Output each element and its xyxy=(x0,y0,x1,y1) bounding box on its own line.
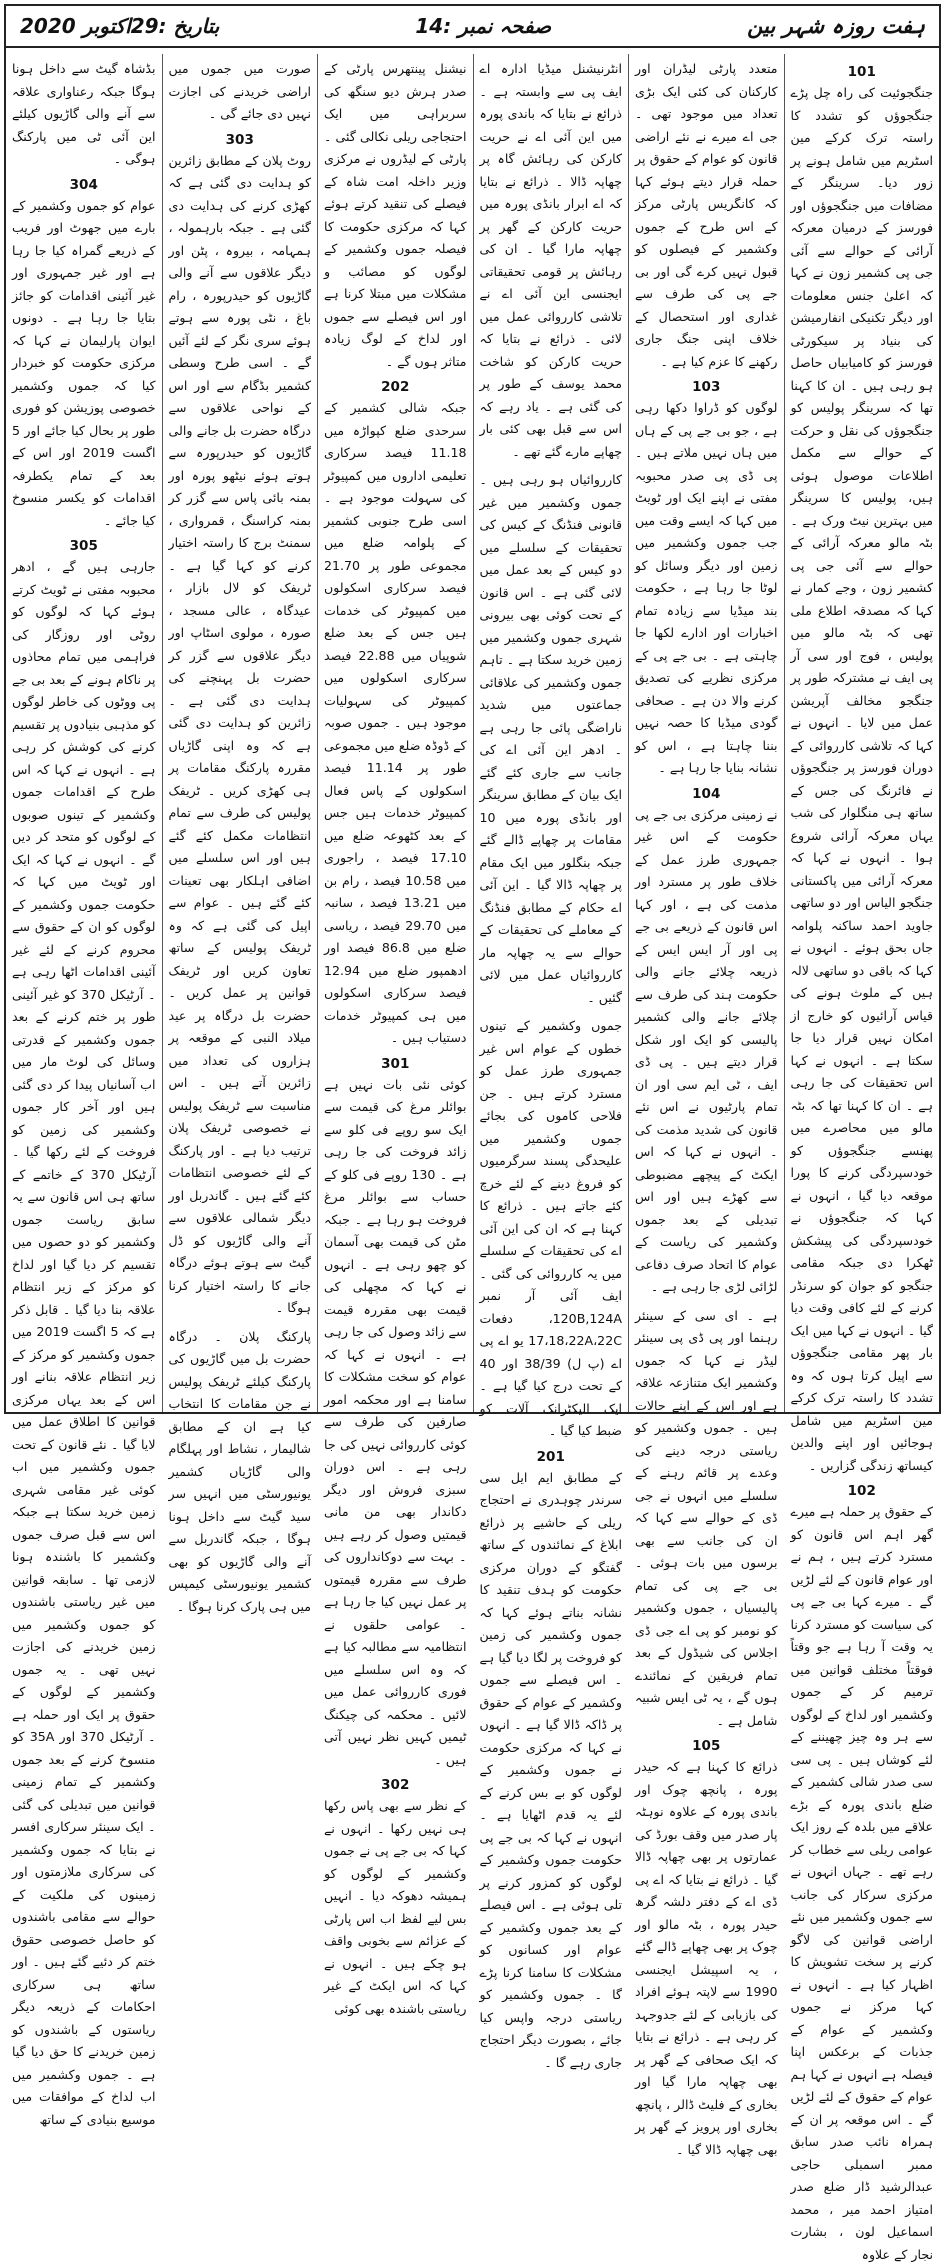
article-text: انٹرنیشنل میڈیا ادارہ اے ایف پی سے وابستہ ہے ۔ ذرائع نے بتایا کہ باندی پورہ میں این آئی اے نے حریت کارکن کی رہائش گاہ پر چھاپہ ڈالا ۔ ذرائع نے بتایا کہ اے ابرار بانڈی پورہ میں حریت کارکن کے گھر پر چھاپہ مارا گیا ۔ ان کی رہائش پر قومی تحقیقاتی ایجنسی این آئی اے نے تلاشی کارروائی عمل میں لائی ۔ ذرائع نے بتایا کہ حریت کارکن کو شاخت محمد یوسف کے طور پر کی گئی ہے ۔ یاد رہے کہ اس سے قبل بھی کئی بار چھاپے مارے گئے تھے ۔ xyxy=(479,61,622,459)
news-column xyxy=(317,54,473,2016)
story-number: 201 xyxy=(536,1448,565,1465)
article-text: پارکنگ پلان ۔ درگاہ حضرت بل میں گاڑیوں کی پارکنگ کیلئے ٹریفک پولیس نے جن مقامات کا انتخاب کیا ہے ان کے مطابق شالیمار ، نشاط اور پہلگام والی گاڑیاں کشمیر یونیورسٹی میں انہیں سر سید گیٹ سے داخل ہونا ہوگا ، جبکہ گاندربل سے آنے والی گاڑیوں کو بھی کشمیر یونیورسٹی کیمپس میں ہی پارک کرنا ہوگا ۔ xyxy=(168,1328,311,1614)
article-text: روٹ پلان کے مطابق زائرین کو ہدایت دی گئی ہے کہ کھڑی کرنے کی ہدایت دی گئی ہے ۔ جبکہ بارہمولہ ، ہمہامہ ، بیروہ ، پٹن اور دیگر علاقوں سے آنے والی گاڑیوں کو حیدرپورہ ، رام باغ ، نٹی پورہ سے ہوتے ہوئے سری نگر کے لئے آئیں گے ۔ اسی طرح وسطی کشمیر بڈگام سے اور اس کے نواحی علاقوں سے درگاہ حضرت بل جانے والی گاڑیوں کو حیدرپورہ سے ہوتے ہوئے نیٹھو پورہ اور بمنہ بائی پاس سے گزر کر بمنہ کراسنگ ، قمرواری ، سمنٹ برج کا راستہ اختیار کرنے کو کہا گیا ہے ۔ ٹریفک کو لال بازار ، عیدگاہ ، عالی مسجد ، صورہ ، مولوی اسٹاپ اور دیگر علاقوں سے گزر کر حضرت بل پہنچنے کی ہدایت دی گئی ہے ۔ زائرین کو ہدایت دی گئی ہے کہ وہ اپنی گاڑیاں مقررہ پارکنگ مقامات پر ہی کھڑی کریں ۔ ٹریفک پولیس کی طرف سے تمام انتظامات مکمل کئے گئے ہیں اور اس سلسلے میں اضافی اہلکار بھی تعینات کئے گئے ہیں ۔ عوام سے اپیل کی گئی ہے کہ وہ ٹریفک پولیس کے ساتھ تعاون کریں اور ٹریفک قوانین پر عمل کریں ۔ حضرت بل درگاہ پر عید میلاد النبی کے موقعہ پر ہزاروں کی تعداد میں زائرین آتے ہیں ۔ اس مناسبت سے ٹریفک پولیس نے خصوصی ٹریفک پلان ترتیب دیا ہے ۔ اور پارکنگ کے لئے خصوصی انتظامات کئے گئے ہیں ۔ گاندربل اور دیگر شمالی علاقوں سے آنے والی گاڑیوں کو ڈل گیٹ سے ہوتے ہوئے درگاہ جانے کا راستہ اختیار کرنا ہوگا ۔ xyxy=(168,152,311,1315)
story-number: 304 xyxy=(69,176,98,193)
story-number: 301 xyxy=(381,1055,410,1072)
story-number: 104 xyxy=(692,785,721,802)
story-number: 101 xyxy=(847,64,876,80)
article-columns xyxy=(6,54,939,2262)
page-number: صفحہ نمبر :14 xyxy=(415,14,552,38)
article-text: جنگجوئیت کی راہ چل پڑے جنگجوؤں کو تشدد کا راستہ ترک کرکے مین اسٹریم میں شامل ہونے پر زور دیا۔ سرینگر کے مضافات میں جنگجوؤں اور فورسز کے درمیان معرکہ آرائی کے حوالے سے آئی جی پی کشمیر زون نے کہا کہ اعلیٰ جنس معلومات اور دیگر تکنیکی انفارمیشن کی بنیاد پر سیکورٹی فورسز کو کامیابیاں حاصل ہو رہی ہیں ۔ ان کا کہنا تھا کہ سرینگر پولیس کو جنگجوؤں کی نقل و حرکت کے حوالے سے مکمل اطلاعات موصول ہوئی ہیں، پولیس کا سرینگر میں بہترین نیٹ ورک ہے ۔ بٹہ مالو معرکہ آرائی کے حوالے سے آئی جی پی کشمیر زون ، وجے کمار نے کہا کہ مصدقہ اطلاع ملی تھی کہ بٹہ مالو میں پولیس ، فوج اور سی آر پی ایف نے مشترکہ طور پر جنگجو مخالف آپریشن عمل میں لایا ۔ انہوں نے کہا کہ تلاشی کارروائی کے دوران فورسز پر جنگجوؤں نے فائرنگ کی جس کے ساتھ ہی منگلوار کی شب یہاں معرکہ آرائی شروع ہوا ۔ انہوں نے کہا کہ معرکہ آرائی میں پاکستانی جنگجو الیاس اور دو ساتھی جاوید احمد ساکنہ پلوامہ جاں بحق ہوئے ۔ انہوں نے کہا کہ باقی دو ساتھی لالہ ہیں کے ملوث ہونے کی قیاس آرائیوں کو خارج از امکان نہیں قرار دیا جا سکتا ہے ۔ انہوں نے کہا اس تحقیقات کی جا رہی ہے ۔ ان کا کہنا تھا کہ بٹہ مالو میں محاصرے میں پھنسے جنگجوؤں کو خودسپردگی کرنے کا پورا موقعہ دیا گیا ، انہوں نے کہا کہ جنگجوؤں نے خودسپردگی کی پیشکش ٹھکرا دی جبکہ مقامی جنگجو کو جوان کو سرنڈر کرنے کے لئے کافی وقت دیا گیا ۔ انہوں نے کہا میں ایک بار پھر مقامی جنگجوؤں سے اپیل کرتا ہوں کہ وہ تشدد کا راستہ ترک کرکے مین اسٹریم میں شامل ہوجائیں اور اپنے والدین کیساتھ زندگی گزاریں ۔ xyxy=(790,85,933,1473)
article-text: کارروائیاں ہو رہی ہیں ۔ جموں وکشمیر میں غیر قانونی فنڈنگ کے کیس کی تحقیقات کے سلسلے میں دو کیس کے بعد عمل میں لائی گئی ہے ۔ اس قانون کے تحت کوئی بھی بیرونی شہری جموں وکشمیر میں زمین خرید سکتا ہے ۔ تاہم جموں وکشمیر کی علاقائی جماعتوں میں شدید ناراضگی پائی جا رہی ہے ۔ ادھر این آئی اے کی جانب سے جاری کئے گئے ایک بیان کے مطابق سرینگر اور بانڈی پورہ میں 10 مقامات پر چھاپے ڈالے گئے جبکہ بنگلور میں ایک مقام پر چھاپہ ڈالا گیا ۔ این آئی اے حکام کے مطابق فنڈنگ کے معاملے کی تحقیقات کے حوالے سے یہ چھاپہ مار کارروائیاں عمل میں لائی گئیں ۔ xyxy=(479,472,622,1005)
article-text: کوئی نئی بات نہیں ہے بوائلر مرغ کی قیمت سے ایک سو روپے فی کلو سے زائد فروخت کی جا رہی ہے ۔ 130 روپے فی کلو کے حساب سے بوائلر مرغ فروخت ہو رہا ہے ۔ جبکہ مٹن کی قیمت بھی آسمان کو چھو رہی ہے ۔ انہوں نے کہا کہ مچھلی کی قیمت بھی مقررہ قیمت سے زائد وصول کی جا رہی ہے ۔ انہوں نے کہا کہ عوام کو سخت مشکلات کا سامنا ہے اور محکمہ امور صارفین کی طرف سے کوئی کارروائی نہیں کی جا رہی ہے ۔ اس دوران سبزی فروش اور دیگر دکاندار بھی من مانی قیمتیں وصول کر رہے ہیں ۔ بہت سے دوکانداروں کی طرف سے مقررہ قیمتوں پر عمل نہیں کیا جا رہا ہے ۔ عوامی حلقوں نے انتظامیہ سے مطالبہ کیا ہے کہ وہ اس سلسلے میں فوری کارروائی عمل میں لائیں ۔ محکمہ کی چیکنگ ٹیمیں کہیں نظر نہیں آتی ہیں ۔ xyxy=(324,1076,467,1767)
article-text: عوام کو جموں وکشمیر کے بارے میں جھوٹ اور فریب کے ذریعے گمراہ کیا جا رہا ہے اور غیر جمہوری اور غیر آئینی اقدامات کو جائز بتایا جا رہا ہے ۔ دونوں ایوان پارلیمان نے کہا کہ مرکزی حکومت کو خبردار کیا کہ جموں وکشمیر خصوصی پوزیشن کو فوری طور پر بحال کیا جائے اور 5 اگست 2019 اور اس کے بعد کے تمام یکطرفہ اقدامات کو یکسر منسوخ کیا جائے ۔ xyxy=(12,197,156,528)
news-column xyxy=(628,54,784,2157)
newspaper-page xyxy=(4,4,941,2262)
story-number: 305 xyxy=(69,538,98,554)
article-text: متعدد پارٹی لیڈران اور کارکنان کی کئی ایک بڑی تعداد میں موجود تھی ۔ جی اے میرے نے نئے اراضی قانون کو عوام کے حقوق پر حملہ قرار دیتے ہوئے کہا کہ کانگریس پارٹی مرکز کے اس طرح کے جموں وکشمیر کے فیصلوں کو قبول نہیں کرے گی اور بی جے پی کی طرف سے غداری اور استحصال کے خلاف اپنی جنگ جاری رکھنے کا عزم کیا ہے ۔ xyxy=(635,61,778,369)
article-text: جارہی ہیں گے ، ادھر محبوبہ مفتی نے ٹویٹ کرتے ہوئے کہا کہ لوگوں کو روٹی اور روزگار کی فراہمی میں تمام محاذوں پر ناکام ہونے کے بعد بی جے پی ووٹوں کی خاطر لوگوں کو مذہبی بنیادوں پر تقسیم کرنے کی کوشش کر رہی ہے ۔ انہوں نے کہا کہ اس طرح کے اقدامات جموں وکشمیر کے تینوں صوبوں کے لوگوں کو متحد کر دیں گے ۔ انہوں نے کہا کہ ایک اور ٹویٹ میں کہا کہ حکومت جموں وکشمیر کے لوگوں کو ان کے حقوق سے محروم کرنے کے لئے غیر آئینی اقدامات اٹھا رہی ہے ۔ آرٹیکل 370 کو غیر آئینی طور پر ختم کرنے کے بعد جموں وکشمیر کے قدرتی وسائل کی لوٹ مار میں اب آسانیاں پیدا کر دی گئی ہیں اور آخر کار جموں وکشمیر کی زمین کو فروخت کے لئے رکھا گیا ۔ آرٹیکل 370 کے خاتمے کے ساتھ ہی اس قانون سے یہ سابق ریاست جموں وکشمیر کو دو حصوں میں تقسیم کر دیا گیا اور لداخ کو مرکز کے زیر انتظام علاقہ بنا دیا گیا ۔ قابل ذکر ہے کہ 5 اگست 2019 میں جموں وکشمیر کو مرکز کے زیر انتظام علاقہ بنانے اور اس کے بعد یہاں مرکزی قوانین کا اطلاق عمل میں لایا گیا ۔ نئے قانون کے تحت جموں وکشمیر میں اب کوئی غیر مقامی شہری زمین خرید سکتا ہے جبکہ اس سے قبل صرف جموں وکشمیر کا باشندہ ہونا لازمی تھا ۔ سابقہ قوانین میں غیر ریاستی باشندوں کو جموں وکشمیر میں زمین خریدنے کی اجازت نہیں تھی ۔ یہ جموں وکشمیر کے لوگوں کے حقوق پر ایک اور حملہ ہے ۔ آرٹیکل 370 اور 35A کو منسوخ کرنے کے بعد جموں وکشمیر کے تمام زمینی قوانین میں تبدیلی کی گئی ۔ ایک سینئر سرکاری افسر نے بتایا کہ جموں وکشمیر کی سرکاری ملازمتوں اور زمینوں کی ملکیت کے حوالے سے مقامی باشندوں کو حاصل خصوصی حقوق ختم کر دئیے گئے ہیں ۔ اور ساتھ ہی سرکاری احکامات کے ذریعہ دیگر ریاستوں کے باشندوں کو زمین خریدنے کا حق دیا گیا ہے ۔ جموں وکشمیر میں اب لداخ کے موافقات میں موسیع بنیادی کے ساتھ xyxy=(12,559,156,2127)
news-column xyxy=(784,54,940,2262)
story-number: 303 xyxy=(225,131,254,148)
article-text: صورت میں جموں میں اراضی خریدنے کی اجازت نہیں دی جائے گی ۔ xyxy=(168,61,311,121)
story-number: 102 xyxy=(847,1483,876,1499)
news-column xyxy=(6,54,162,2127)
story-number: 302 xyxy=(381,1777,410,1793)
article-text: کے حقوق پر حملہ ہے میرے گھر اہم اس قانون کو مسترد کرتے ہیں ، ہم نے اور عوام قانون کے لئے لڑیں گے ۔ میرے کہا بی جے پی کی سیاست کو مسترد کرنا یہ وقت آ رہا ہے جو وقتاً فوقتاً مختلف قوانین میں ترمیم کر کے جموں وکشمیر اور لداخ کے لوگوں سے ہر وہ چیز چھیننے کے لئے کوشاں ہیں ۔ پی سی سی صدر شالی کشمیر کے ضلع باندی پورہ کے بڑے علاقے میں بلدہ کے روز ایک عوامی ریلی سے خطاب کر رہے تھے ۔ جہاں انہوں نے مرکزی سرکار کی جانب سے جموں وکشمیر میں نئے اراضی قوانین کی لاگو کرنے پر سخت تشویش کا اظہار کیا ہے ۔ انہوں نے کہا مرکز نے جموں وکشمیر کے عوام کے جذبات کے برعکس اپنا فیصلہ ہے انہوں نے کہا ہم عوام کے حقوق کے لئے لڑیں گے ۔ اس موقعہ پر ان کے ہمراہ نائب صدر سابق ممبر اسمبلی حاجی عبدالرشید ڈار ضلع صدر امتیاز احمد میر ، محمد اسماعیل لون ، بشارت نجار کے علاوہ xyxy=(790,1504,933,2262)
article-text: بڈشاہ گیٹ سے داخل ہونا ہوگا جبکہ رعناواری علاقہ سے آنے والی گاڑیوں کیلئے این آئی ٹی میں پارکنگ ہوگی ۔ xyxy=(12,61,156,166)
article-text: کے نظر سے بھی پاس رکھا ہی نہیں رکھا ۔ انہوں نے کہا کہ بی جے پی نے جموں وکشمیر کے لوگوں کو ہمیشہ دھوکہ دیا ۔ انہیں بس لیے لفظ اب اس پارٹی کے عزائم سے بخوبی واقف ہو چکے ہیں ۔ انہوں نے کہا کہ اس ایکٹ کے غیر ریاستی باشندہ بھی کوئی xyxy=(324,1798,467,2016)
story-number: 105 xyxy=(692,1738,721,1754)
article-text: ہے ۔ ای سی کے سینئر رہنما اور پی ڈی پی سینئر لیڈر نے کہا کہ جموں وکشمیر ایک متنازعہ علاقہ ہے اور اس کے اپنے حالات ہیں ۔ جموں وکشمیر کو ریاستی درجہ دینے کی وعدے پر قائم رہنے کے سلسلے میں انہوں نے جی ڈی کے حوالے سے کہا کہ ان کی جانب سے بھی برسوں میں بات ہوئی ۔ بی جے پی کی تمام پالیسیاں ، جموں وکشمیر کو نومبر کو پی اے جی ڈی اجلاس کی شیڈول کے بعد تمام فریقین کے نمائندے ہوں گے ، یہ ٹی ایس شبیہ شامل ہے ۔ xyxy=(635,1307,778,1728)
article-text: نیشنل پینتھرس پارٹی کے صدر ہرش دیو سنگھ کی سربراہی میں ایک احتجاجی ریلی نکالی گئی ۔ پارٹی کے لیڈروں نے مرکزی وزیر داخلہ امت شاہ کے فیصلے کی تنقید کرتے ہوئے کہا کہ مرکزی حکومت کا فیصلہ جموں وکشمیر کے لوگوں کو مصائب و مشکلات میں مبتلا کرنا ہے اور اس فیصلے سے جموں اور لداخ کے لوگ زیادہ متاثر ہوں گے ۔ xyxy=(324,61,467,369)
article-text: کے مطابق ایم ایل سی سرندر چوہدری نے احتجاج ریلی کے حاشیے پر ذرائع ابلاغ کے نمائندوں کے ساتھ گفتگو کے دوران مرکزی حکومت کو ہدف تنقید کا نشانہ بناتے ہوئے کہا کہ جموں وکشمیر کی زمین کو فروخت پر لگا دیا گیا ہے ۔ اس فیصلے سے جموں وکشمیر کے عوام کے حقوق پر ڈاکہ ڈالا گیا ہے ۔ انہوں نے کہا کہ مرکزی حکومت نے جموں وکشمیر کے لوگوں کو بے بس کرنے کے لئے یہ قدم اٹھایا ہے ۔ انہوں نے کہا کہ بی جے پی حکومت جموں وکشمیر کے لوگوں کو کمزور کرنے پر تلی ہوئی ہے ۔ اس فیصلے کے بعد جموں وکشمیر کے عوام اور کسانوں کو مشکلات کا سامنا کرنا پڑے گا ۔ جموں وکشمیر کو ریاستی درجہ واپس کیا جائے ، بصورت دیگر احتجاج جاری رہے گا ۔ xyxy=(479,1469,622,2070)
news-column xyxy=(162,54,318,1614)
story-number: 202 xyxy=(381,379,410,395)
article-text: نے زمینی مرکزی بی جے پی حکومت کے اس غیر جمہوری طرز عمل کے خلاف طور پر مسترد اور مذمت کی ہے ، اور کہا اس قانون کے ذریعے بی جے پی اور آر ایس ایس کے ذریعہ چلائے جانے والی حکومت ہند کی طرف سے چلائے جانے والی کشمیر پالیسی کو ایک اور شکل قرار دیتے ہیں ۔ پی ڈی ایف ، ٹی ایم سی اور ان تمام پارٹیوں نے اس نئے قانون کی شدید مذمت کی ۔ انہوں نے کہا کہ اس ایکٹ کے پیچھے مضبوطی سے کھڑے ہیں اور اس تبدیلی کے بعد جموں وکشمیر کی ریاست کے عوام کا اتحاد صرف دفاعی لڑائی لڑی جا رہی ہے ۔ xyxy=(635,806,778,1294)
issue-date: بتاریخ :29اکتوبر 2020 xyxy=(20,14,220,38)
article-text: جموں وکشمیر کے تینوں خطوں کے عوام اس غیر جمہوری طرز عمل کو مسترد کرتے ہیں ۔ جن فلاحی کاموں کی بجائے جموں وکشمیر میں علیحدگی پسند سرگرمیوں کو فروغ دینے کے لئے خرچ کئے جاتے ہیں ۔ ذرائع کا کہنا ہے کہ ان کی این آئی اے کی تحقیقات کے سلسلے میں یہ کارروائی کی گئی ۔ ایف آئی آر نمبر 120B,124A، دفعات 17،18،22A،22C یو اے پی اے (پ ل) 38/39 اور 40 کے تحت درج کیا گیا ہے ۔ ایک الیکٹرانک آلات کو ضبط کیا گیا ۔ xyxy=(479,1018,622,1438)
article-text: جبکہ شالی کشمیر کے سرحدی ضلع کپواڑہ میں 11.18 فیصد سرکاری تعلیمی اداروں میں کمپیوٹر کی سہولت موجود ہے ۔ اسی طرح جنوبی کشمیر کے پلوامہ ضلع میں مجموعی طور پر 21.70 فیصد سرکاری اسکولوں میں کمپیوٹر کی خدمات ہیں جس کے بعد ضلع شوپیاں میں 22.88 فیصد سرکاری اسکولوں میں کمپیوٹر کی سہولیات موجود ہیں ۔ جموں صوبہ کے ڈوڈہ ضلع میں مجموعی طور پر 11.14 فیصد اسکولوں کے پاس فعال کمپیوٹر خدمات ہیں جس کے بعد کٹھوعہ ضلع میں 17.10 فیصد ، راجوری میں 10.58 فیصد ، رام بن میں 13.21 فیصد ، سانبہ میں 29.70 فیصد ، ریاسی ضلع میں 86.8 فیصد اور ادھمپور ضلع میں 12.94 فیصد سرکاری اسکولوں میں ہی کمپیوٹر خدمات دستیاب ہیں ۔ xyxy=(324,400,467,1045)
news-column xyxy=(473,54,629,2070)
article-text: ذرائع کا کہنا ہے کہ حیدر پورہ ، پانچھ چوک اور باندی پورہ کے علاوہ نوہٹہ پار صدر میں وقف بورڈ کی عمارتوں پر بھی چھاپہ ڈالا گیا ۔ ذرائع نے بتایا کہ اے پی ڈی اے کے دفتر دلشہ گرھ حیدر پورہ ، بٹہ مالو اور چوک پر بھی چھاپے ڈالے گئے ، یہ اسپیشل ایجنسی 1990 سے لاپتہ ہوئے افراد کی بازیابی کے لئے جدوجہد کر رہی ہے ۔ ذرائع نے بتایا کہ ایک صحافی کے گھر پر بھی چھاپہ مارا گیا اور بخاری کے فلیٹ ڈالر ، پانچھ بخاری اور پرویز کے گھر پر بھی چھاپہ ڈالا گیا ۔ xyxy=(635,1759,778,2157)
paper-name: ہفت روزہ شہر بین xyxy=(747,14,925,38)
masthead xyxy=(6,6,939,48)
article-text: لوگوں کو ڈراوا دکھا رہی ہے ، جو بی جے پی کے ہاں میں ہاں نہیں ملاتے ہیں ۔ پی ڈی پی صدر محبوبہ مفتی نے اپنے ایک اور ٹویٹ میں کہا کہ ایسے وقت میں جب جموں وکشمیر میں زمین اور دیگر وسائل کو لوٹا جا رہا ہے ، حکومت بند میڈیا سے زیادہ تمام اخبارات اور ادارے لکھا جا چاہتی ہے ۔ بی جے پی کے مرکزی نظریے کی تصدیق کرنے والا دن ہے ۔ صحافی گودی میڈیا کا حصہ نہیں بننا چاہتا ہے ، اس کو نشانہ بنایا جا رہا ہے ۔ xyxy=(635,400,778,775)
story-number: 103 xyxy=(692,379,721,395)
